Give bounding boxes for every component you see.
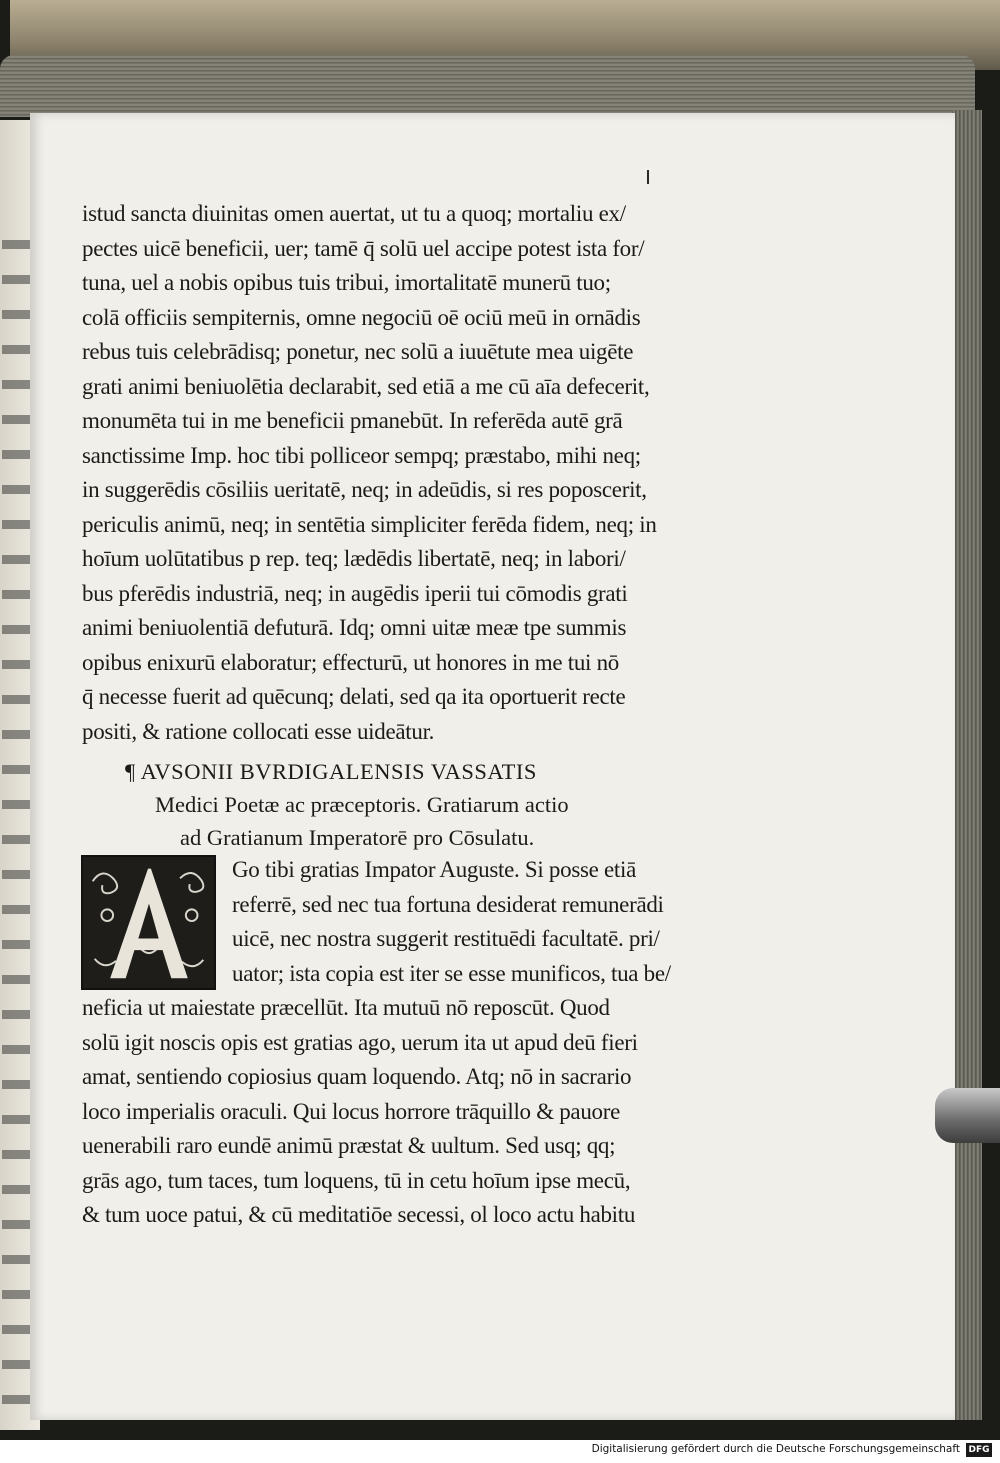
text-line: tuna, uel a nobis opibus tuis tribui, imortalitatē munerū tuo; [82,270,611,295]
section-heading [125,755,765,854]
text-line: periculis animū, neq; in sentētia simpliciter ferēda fidem, neq; in [82,511,657,537]
text-line: & tum uoce patui, & cū meditatiōe secessi, ol loco actu habitu [82,1202,636,1227]
heading-line-2: Medici Poetæ ac præceptoris. Gratiarum actio [155,792,569,817]
text-line: uicē, nec nostra suggerit restituēdi facultatē. pri/ [232,926,660,951]
text-line: Go tibi gratias Impator Auguste. Si posse etiā [232,857,636,882]
text-line: monumēta tui in me beneficii pmanebūt. In referēda autē grā [82,408,623,433]
text-line: istud sancta diuinitas omen auertat, ut tu a quoq; mortaliu ex/ [82,201,626,226]
main-text [82,197,772,749]
text-line: grati animi beniuolētia declarabit, sed etiā a me cū aīa defecerit, [82,373,650,399]
text-line: uator; ista copia est iter se esse munificos, tua be/ [232,960,671,986]
text-line: uenerabili raro eundē animū præstat & uultum. Sed usq; qq; [82,1133,616,1158]
text-line: hoīum uolūtatibus p rep. teq; lædēdis libertatē, neq; in labori/ [82,546,626,571]
text-line: colā officiis sempiternis, omne negociū oē ociū meū in ornādis [82,304,641,330]
text-line: amat, sentiendo copiosius quam loquendo. Atq; nō in sacrario [82,1064,632,1089]
book-right-edge [952,110,982,1420]
text-line: referrē, sed nec tua fortuna desiderat remunerādi [232,891,664,917]
body-text [82,853,772,1233]
page-clip [935,1088,1000,1143]
funding-credit: Digitalisierung gefördert durch die Deutsche Forschungsgemeinschaft [591,1443,960,1455]
text-line: q̄ necesse fuerit ad quēcunq; delati, sed qa ita oportuerit recte [82,684,626,709]
book-page-edges [0,55,975,117]
text-line: loco imperialis oraculi. Qui locus horrore trāquillo & pauore [82,1098,621,1124]
signature-mark [647,170,649,184]
text-line: animi beniuolentiā defuturā. Idq; omni uitæ meæ tpe summis [82,615,627,640]
text-line: grās ago, tum taces, tum loquens, tū in cetu hoīum ipse mecū, [82,1167,631,1193]
text-line: pectes uicē beneficii, uer; tamē q̄ solū uel accipe potest ista for/ [82,235,645,261]
text-line: neficia ut maiestate præcellūt. Ita mutuū nō reposcūt. Quod [82,995,610,1020]
dfg-logo: DFG [966,1443,992,1457]
text-line: in suggerēdis cōsiliis ueritatē, neq; in adeūdis, si res poposcerit, [82,477,647,502]
text-line: opibus enixurū elaboratur; effecturū, ut honores in me tui nō [82,649,619,675]
heading-line-3: ad Gratianum Imperatorē pro Cōsulatu. [180,825,535,850]
text-line: solū igit noscis opis est gratias ago, uerum ita ut apud deū fieri [82,1029,638,1055]
text-line: rebus tuis celebrādisq; ponetur, nec solū a iuuētute mea uigēte [82,339,634,364]
text-line: bus pferēdis industriā, neq; in augēdis iperii tui cōmodis grati [82,580,628,606]
text-line: positi, & ratione collocati esse uideātur. [82,718,435,744]
text-line: sanctissime Imp. hoc tibi polliceor sempq; præstabo, mihi neq; [82,442,641,468]
heading-line-1: ¶ AVSONII BVRDIGALENSIS VASSATIS [125,759,537,784]
